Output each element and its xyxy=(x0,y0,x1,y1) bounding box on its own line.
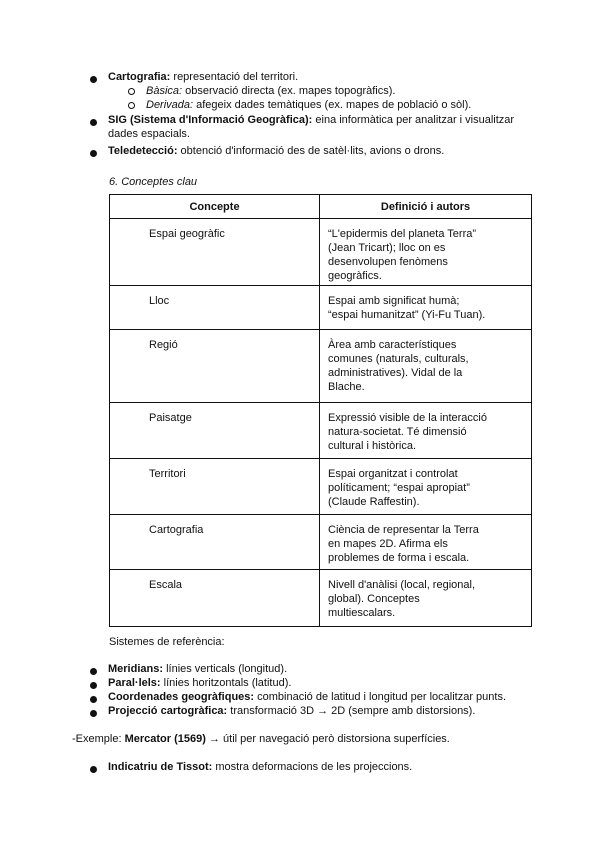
section-heading: 6. Conceptes clau xyxy=(109,176,198,188)
reference-heading: Sistemes de referència: xyxy=(109,636,225,648)
list-item: Derivada: afegeix dades temàtiques (ex. mapes de població o sòl). xyxy=(146,99,472,111)
table-row xyxy=(110,459,532,515)
definition-cell: Àrea amb característiques comunes (naturals, culturals, administratives). Vidal de la Blache. xyxy=(320,330,532,403)
concept-cell: Lloc xyxy=(110,286,320,330)
sub-bullet xyxy=(128,88,135,95)
bullet xyxy=(90,76,97,83)
sub-bullet xyxy=(128,102,135,109)
concept-cell: Espai geogràfic xyxy=(110,219,320,286)
concept-cell: Cartografia xyxy=(110,515,320,570)
table-row xyxy=(110,403,532,459)
bullet xyxy=(90,682,97,689)
list-item: SIG (Sistema d'Informació Geogràfica): eina informàtica per analitzar i visualitzar xyxy=(108,114,515,126)
table-row xyxy=(110,219,532,286)
concept-cell: Territori xyxy=(110,459,320,515)
table-row xyxy=(110,515,532,570)
list-item: Indicatriu de Tissot: mostra deformacions de les projeccions. xyxy=(108,761,413,773)
column-header-definition: Definició i autors xyxy=(320,195,532,219)
bullet xyxy=(90,119,97,126)
definition-cell: Ciència de representar la Terra en mapes 2D. Afirma els problemes de forma i escala. xyxy=(320,515,532,570)
definition-cell: Expressió visible de la interacció natura-societat. Té dimensió cultural i històrica. xyxy=(320,403,532,459)
list-item: Meridians: línies verticals (longitud). xyxy=(108,663,288,675)
column-header-concept: Concepte xyxy=(110,195,320,219)
definition-cell: “L'epidermis del planeta Terra” (Jean Tricart); lloc on es desenvolupen fenòmens geogràfics. xyxy=(320,219,532,286)
example-line: -Exemple: Mercator (1569) → útil per navegació però distorsiona superfícies. xyxy=(72,733,450,745)
definition-cell: Espai amb significat humà; “espai humanitzat” (Yi-Fu Tuan). xyxy=(320,286,532,330)
table-header-row xyxy=(110,195,532,219)
table-row xyxy=(110,330,532,403)
concept-cell: Regió xyxy=(110,330,320,403)
list-item: Bàsica: observació directa (ex. mapes topogràfics). xyxy=(146,85,396,97)
definition-cell: Espai organitzat i controlat políticament; “espai apropiat” (Claude Raffestin). xyxy=(320,459,532,515)
list-item: Paral·lels: línies horitzontals (latitud). xyxy=(108,677,292,689)
list-item: Projecció cartogràfica: transformació 3D → 2D (sempre amb distorsions). xyxy=(108,705,476,717)
list-item-continuation: dades espacials. xyxy=(108,128,190,140)
bullet xyxy=(90,766,97,773)
concept-cell: Paisatge xyxy=(110,403,320,459)
concept-cell: Escala xyxy=(110,570,320,627)
bullet xyxy=(90,710,97,717)
concepts-table xyxy=(109,194,532,627)
definition-cell: Nivell d'anàlisi (local, regional, global). Conceptes multiescalars. xyxy=(320,570,532,627)
bullet xyxy=(90,668,97,675)
list-item: Cartografia: representació del territori. xyxy=(108,71,299,83)
list-item: Coordenades geogràfiques: combinació de latitud i longitud per localitzar punts. xyxy=(108,691,506,703)
bullet xyxy=(90,150,97,157)
list-item: Teledetecció: obtenció d'informació des de satèl·lits, avions o drons. xyxy=(108,145,445,157)
table-row xyxy=(110,286,532,330)
bullet xyxy=(90,696,97,703)
table-row xyxy=(110,570,532,627)
